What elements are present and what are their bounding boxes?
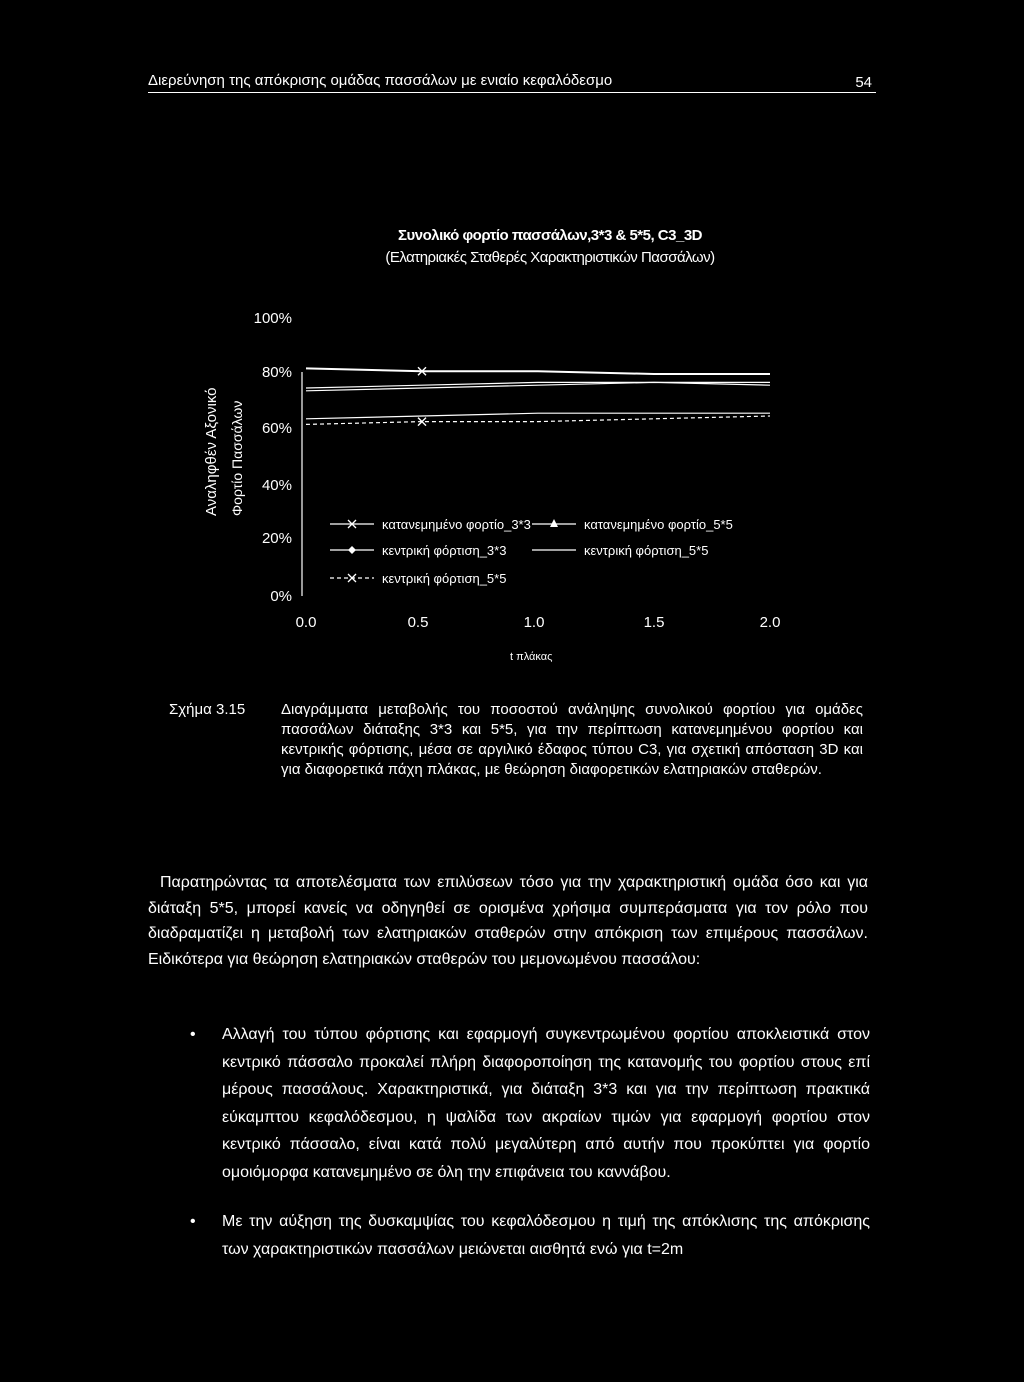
legend-marker-triangle-icon xyxy=(550,519,558,527)
body-paragraph: Παρατηρώντας τα αποτελέσματα των επιλύσεων τόσο για την χαρακτηριστική ομάδα όσο και για διάταξη 5*5, μπορεί κανείς να οδηγηθεί σε ορισμένα χρήσιμα συμπεράσματα για τον ρόλο που διαδραματίζει η μεταβολή των ελατηριακών σταθερών στην απόκριση των επιμέρους πασσάλων. Ειδικότερα για θεώρηση ελατηριακών σταθερών του μεμονωμένου πασσάλου: xyxy=(148,874,868,968)
load-share-chart xyxy=(0,0,1024,690)
figure-caption xyxy=(169,700,863,780)
list-item xyxy=(190,1021,870,1186)
legend-label: κατανεμημένο φορτίο_5*5 xyxy=(584,517,733,532)
x-tick-label: 0.5 xyxy=(407,614,429,631)
legend-label: κεντρική φόρτιση_5*5 xyxy=(584,543,709,558)
list-item xyxy=(190,1208,870,1263)
bullet-symbol: • xyxy=(190,1026,196,1043)
chart-legend xyxy=(330,517,733,586)
y-tick-label: 80% xyxy=(261,364,292,381)
bullet-text: Με την αύξηση της δυσκαμψίας του κεφαλόδεσμου η τιμή της απόκλισης της απόκρισης των χαρακτηριστικών πασσάλων μειώνεται αισθητά ενώ για t=2m xyxy=(222,1213,870,1258)
series-line xyxy=(306,368,770,374)
x-tick-label: 2.0 xyxy=(759,614,781,631)
chart-subtitle: (Ελατηριακές Σταθερές Χαρακτηριστικών Πασσάλων) xyxy=(385,249,715,266)
y-tick-label: 60% xyxy=(261,420,292,437)
y-tick-label: 40% xyxy=(261,477,292,494)
page-number: 54 xyxy=(855,74,872,91)
bullet-text: Αλλαγή του τύπου φόρτισης και εφαρμογή συγκεντρωμένου φορτίου αποκλειστικά στον κεντρικό πάσσαλο προκαλεί πλήρη διαφοροποίηση της κατανομής του φορτίου στους επί μέρους πασσάλους. Χαρακτηριστικά, για διάταξη 3*3 και για την περίπτωση πρακτικά εύκαμπτου κεφαλόδεσμου, η ψαλίδα των ακραίων τιμών για εφαρμογή φορτίου στον κεντρικό πάσσαλο, είναι κατά πολύ μεγαλύτερη από αυτήν που προκύπτει για φορτίο ομοιόμορφα κατανεμημένο σε όλη την επιφάνεια του καννάβου. xyxy=(222,1026,870,1181)
y-tick-label: 100% xyxy=(253,310,292,327)
x-tick-label: 1.5 xyxy=(643,614,665,631)
x-axis-label: t πλάκας xyxy=(510,651,553,663)
y-axis-label-line2: Φορτίο Πασσάλων xyxy=(229,400,245,516)
caption-label: Σχήμα 3.15 xyxy=(169,701,246,718)
legend-marker-diamond-icon xyxy=(348,546,356,554)
caption-text: Διαγράμματα μεταβολής του ποσοστού ανάληψης συνολικού φορτίου για ομάδες πασσάλων διάταξης 3*3 και 5*5, για την περίπτωση κατανεμημένου φορτίου και κεντρικής φόρτισης, μέσα σε αργιλικό έδαφος τύπου C3, για σχετική απόσταση 3D και για διαφορετικά πάχη πλάκας, με θεώρηση διαφορετικών ελατηριακών σταθερών. xyxy=(281,701,863,778)
bullet-list xyxy=(190,1021,870,1263)
y-axis-ticks xyxy=(254,310,292,605)
x-tick-label: 1.0 xyxy=(523,614,545,631)
series-layer xyxy=(306,367,770,425)
bullet-symbol: • xyxy=(190,1213,196,1230)
chart-title: Συνολικό φορτίο πασσάλων,3*3 & 5*5, C3_3D xyxy=(398,227,702,244)
legend-label: κατανεμημένο φορτίο_3*3 xyxy=(382,517,531,532)
running-title: Διερεύνηση της απόκρισης ομάδας πασσάλων με ενιαίο κεφαλόδεσμο xyxy=(148,72,613,89)
legend-label: κεντρική φόρτιση_5*5 xyxy=(382,571,507,586)
y-tick-label: 0% xyxy=(270,588,292,605)
y-axis-label-line1: Αναληφθέν Αξονικό xyxy=(203,387,220,516)
x-axis-ticks xyxy=(296,614,781,631)
x-tick-label: 0.0 xyxy=(295,614,317,631)
legend-label: κεντρική φόρτιση_3*3 xyxy=(382,543,507,558)
y-tick-label: 20% xyxy=(261,530,292,547)
